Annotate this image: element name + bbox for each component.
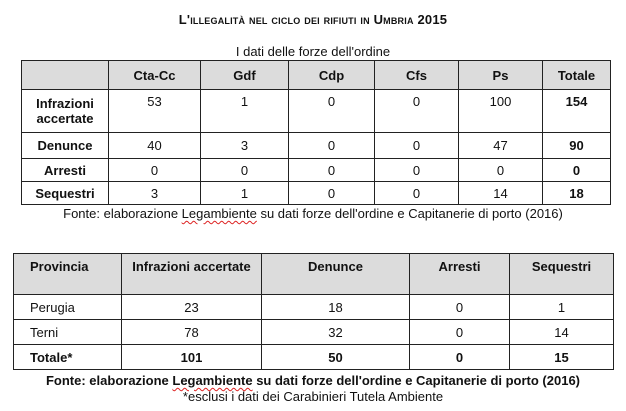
table-cell: 40 xyxy=(109,133,201,159)
table-cell: 14 xyxy=(510,320,614,345)
table-cell: 0 xyxy=(201,159,289,182)
table-cell: 0 xyxy=(289,90,375,133)
total-cell: 154 xyxy=(543,90,611,133)
table-row xyxy=(22,133,611,159)
total-cell: 50 xyxy=(262,345,410,370)
source-highlight: Legambiente xyxy=(172,373,253,388)
table-row xyxy=(22,90,611,133)
column-header xyxy=(22,61,109,90)
table-cell: 0 xyxy=(410,295,510,320)
column-header: Totale xyxy=(543,61,611,90)
column-header: Cta-Cc xyxy=(109,61,201,90)
table1-source xyxy=(0,206,626,221)
table-row xyxy=(22,182,611,205)
total-cell: 90 xyxy=(543,133,611,159)
source-highlight: Legambiente xyxy=(181,206,257,221)
source-suffix: su dati forze dell'ordine e Capitanerie di porto (2016) xyxy=(252,373,581,388)
total-cell: 15 xyxy=(510,345,614,370)
table-cell: 0 xyxy=(375,133,459,159)
column-header: Ps xyxy=(459,61,543,90)
total-row xyxy=(14,345,614,370)
table-cell: 47 xyxy=(459,133,543,159)
page-title: L'illegalità nel ciclo dei rifiuti in Umbria 2015 xyxy=(178,12,448,27)
table-header-row xyxy=(14,254,614,295)
column-header: Cfs xyxy=(375,61,459,90)
table-cell: 1 xyxy=(201,90,289,133)
source-prefix: Fonte: elaborazione xyxy=(45,373,173,388)
row-label: Sequestri xyxy=(22,182,109,205)
forze-ordine-table xyxy=(21,60,611,205)
column-header: Infrazioni accertate xyxy=(122,254,262,295)
table-cell: 0 xyxy=(459,159,543,182)
table-cell: 1 xyxy=(510,295,614,320)
column-header: Cdp xyxy=(289,61,375,90)
table-cell: 0 xyxy=(375,90,459,133)
table-row xyxy=(22,159,611,182)
province-table xyxy=(13,253,614,370)
table-cell: 3 xyxy=(201,133,289,159)
table-cell: 53 xyxy=(109,90,201,133)
row-label: Arresti xyxy=(22,159,109,182)
row-label: Perugia xyxy=(14,295,122,320)
table-row xyxy=(14,320,614,345)
column-header: Arresti xyxy=(410,254,510,295)
total-cell: 18 xyxy=(543,182,611,205)
source-suffix: su dati forze dell'ordine e Capitanerie di porto (2016) xyxy=(256,206,563,221)
table-header-row xyxy=(22,61,611,90)
table-cell: 32 xyxy=(262,320,410,345)
table-cell: 78 xyxy=(122,320,262,345)
footnote: *esclusi i dati dei Carabinieri Tutela Ambiente xyxy=(182,389,444,404)
table-cell: 14 xyxy=(459,182,543,205)
row-label: Totale* xyxy=(14,345,122,370)
table-cell: 0 xyxy=(289,159,375,182)
row-label: Terni xyxy=(14,320,122,345)
table-cell: 1 xyxy=(201,182,289,205)
total-cell: 101 xyxy=(122,345,262,370)
table-cell: 0 xyxy=(410,320,510,345)
table-cell: 0 xyxy=(109,159,201,182)
table2-source xyxy=(0,373,626,388)
row-label: Denunce xyxy=(22,133,109,159)
table-cell: 0 xyxy=(375,159,459,182)
total-cell: 0 xyxy=(410,345,510,370)
table-cell: 3 xyxy=(109,182,201,205)
column-header: Sequestri xyxy=(510,254,614,295)
table-cell: 0 xyxy=(289,182,375,205)
column-header: Provincia xyxy=(14,254,122,295)
column-header: Gdf xyxy=(201,61,289,90)
table-cell: 23 xyxy=(122,295,262,320)
table-row xyxy=(14,295,614,320)
column-header: Denunce xyxy=(262,254,410,295)
table-cell: 100 xyxy=(459,90,543,133)
row-label: Infrazioni accertate xyxy=(22,90,109,133)
total-cell: 0 xyxy=(543,159,611,182)
table1-caption: I dati delle forze dell'ordine xyxy=(235,44,391,59)
table-cell: 0 xyxy=(289,133,375,159)
table-cell: 0 xyxy=(375,182,459,205)
table-cell: 18 xyxy=(262,295,410,320)
source-prefix: Fonte: elaborazione xyxy=(63,206,182,221)
